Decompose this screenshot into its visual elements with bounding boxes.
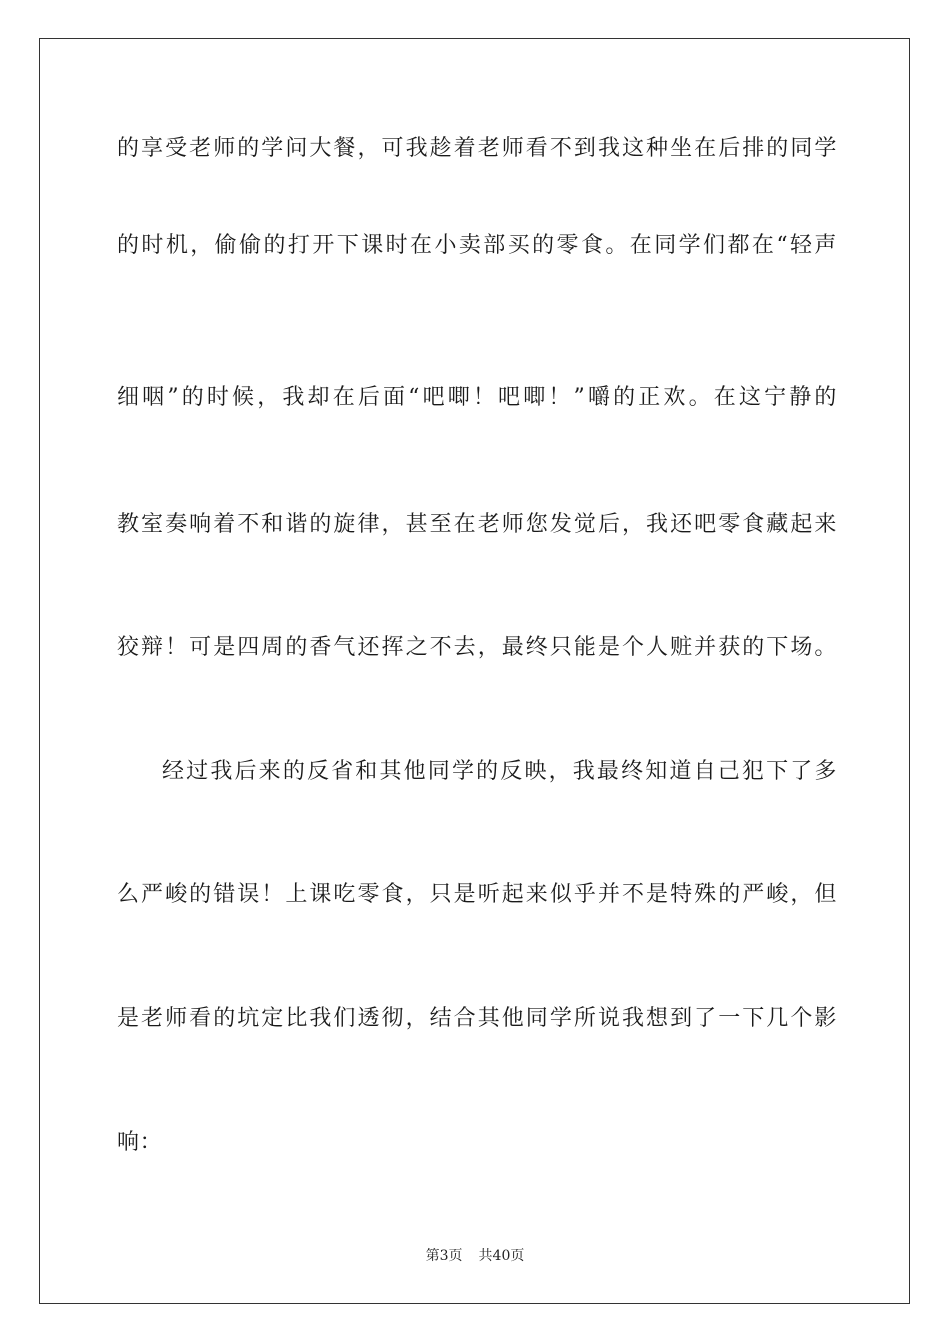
page-number: 第3页	[425, 1248, 463, 1264]
text-line: 细咽”的时候，我却在后面“吧唧！吧唧！”嚼的正欢。在这宁静的	[117, 385, 837, 410]
page-total: 共40页	[478, 1248, 525, 1264]
text-line: 的时机，偷偷的打开下课时在小卖部买的零食。在同学们都在“轻声	[117, 233, 837, 258]
paragraph-start-line: 经过我后来的反省和其他同学的反映，我最终知道自己犯下了多	[162, 759, 837, 784]
text-line: 是老师看的坑定比我们透彻，结合其他同学所说我想到了一下几个影	[117, 1006, 837, 1031]
text-line: 响：	[117, 1130, 163, 1155]
page-border	[39, 38, 910, 1304]
text-line: 的享受老师的学问大餐，可我趁着老师看不到我这种坐在后排的同学	[117, 136, 837, 161]
text-line: 狡辩！可是四周的香气还挥之不去，最终只能是个人赃并获的下场。	[117, 635, 837, 660]
text-line: 么严峻的错误！上课吃零食，只是听起来似乎并不是特殊的严峻，但	[117, 882, 837, 907]
page-footer	[0, 1246, 950, 1266]
text-line: 教室奏响着不和谐的旋律，甚至在老师您发觉后，我还吧零食藏起来	[117, 512, 837, 537]
